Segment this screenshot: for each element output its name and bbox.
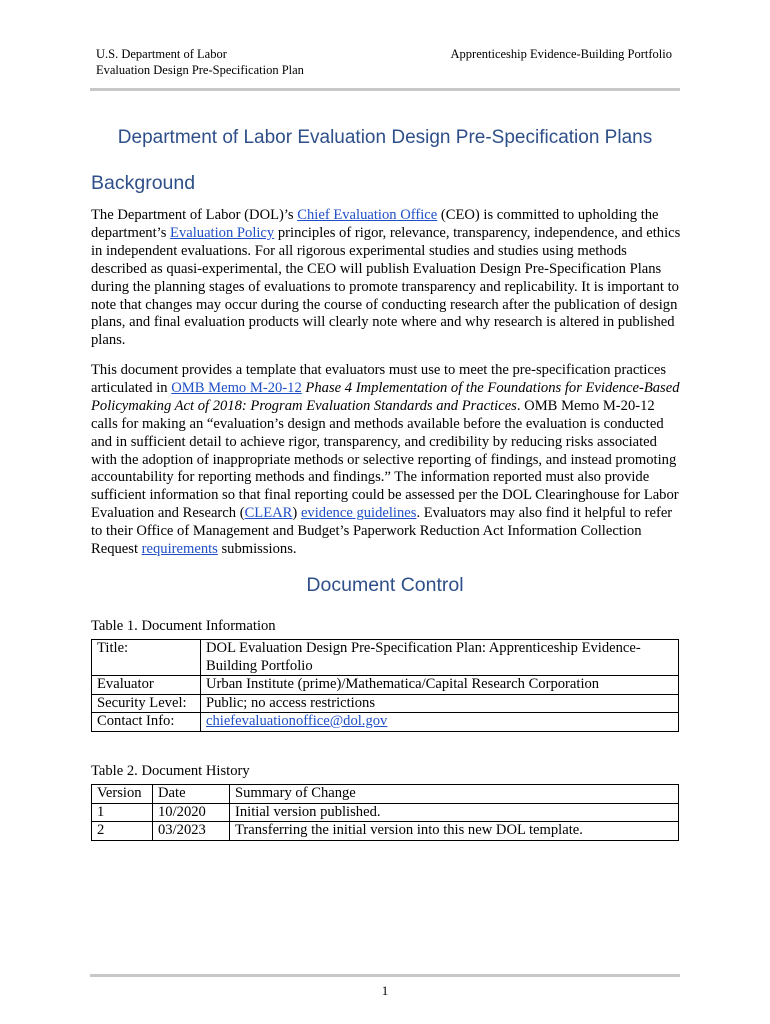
- table-cell-value: [201, 713, 679, 732]
- table-cell-key: Contact Info:: [92, 713, 201, 732]
- text-run: (CEO) is committed to upholding the department’s: [91, 207, 659, 241]
- header-portfolio: Apprenticeship Evidence-Building Portfolio: [450, 47, 672, 61]
- column-header-summary: Summary of Change: [230, 785, 679, 804]
- evidence-guidelines-link[interactable]: evidence guidelines: [300, 505, 417, 522]
- clear-link[interactable]: CLEAR: [244, 505, 293, 522]
- table-1-caption: Table 1. Document Information: [91, 618, 276, 634]
- text-run: . OMB Memo M-20-12 calls for making an “evaluation’s design and methods available before the evaluation is conducted and in sufficient detail to achieve rigor, transparency, and credibility by reducing risks associated with the adoption of inappropriate methods or selective reporting of findings, and instead promoting accountability for reporting methods and findings.” The information reported must also provide sufficient information so that final reporting could be assessed per the DOL Clearinghouse for Labor Evaluation and Research (: [91, 397, 679, 522]
- background-paragraph-2: [91, 362, 681, 559]
- table-cell: Initial version published.: [230, 803, 679, 822]
- table-cell: 1: [92, 803, 153, 822]
- table-header-row: [92, 785, 679, 804]
- document-information-table: [91, 639, 679, 732]
- text-run: . Evaluators may also find it helpful to refer to their Office of Management and Budget’s Paperwork Reduction Act Information Collection Request: [91, 505, 673, 558]
- header-agency: U.S. Department of Labor: [96, 47, 227, 61]
- text-run: This document provides a template that evaluators must use to meet the pre-specification practices articulated in: [91, 362, 667, 396]
- table-cell-key: Security Level:: [92, 694, 201, 713]
- header-doc-type: Evaluation Design Pre-Specification Plan: [96, 63, 304, 77]
- table-row: [92, 822, 679, 841]
- table-row: [92, 694, 679, 713]
- requirements-link[interactable]: requirements: [141, 541, 218, 558]
- memo-title-italic: Phase 4 Implementation of the Foundations for Evidence-Based Policymaking Act of 2018: Program Evaluation Standards and Practices: [91, 379, 680, 414]
- table-cell-value: Urban Institute (prime)/Mathematica/Capital Research Corporation: [201, 676, 679, 695]
- table-cell: 03/2023: [153, 822, 230, 841]
- column-header-version: Version: [92, 785, 153, 804]
- table-row: [92, 713, 679, 732]
- background-paragraph-1: [91, 207, 681, 350]
- table-row: [92, 676, 679, 695]
- table-cell: 2: [92, 822, 153, 841]
- table-cell: 10/2020: [153, 803, 230, 822]
- page-number: 1: [381, 983, 389, 998]
- background-heading: Background: [91, 172, 196, 194]
- table-cell: Transferring the initial version into this new DOL template.: [230, 822, 679, 841]
- text-run: submissions.: [217, 541, 297, 558]
- contact-email-link[interactable]: chiefevaluationoffice@dol.gov: [206, 713, 388, 729]
- text-run: The Department of Labor (DOL)’s: [91, 207, 298, 223]
- omb-memo-link[interactable]: OMB Memo M-20-12: [171, 379, 302, 396]
- table-cell-key: Evaluator: [92, 676, 201, 695]
- table-cell-value: DOL Evaluation Design Pre-Specification Plan: Apprenticeship Evidence-Building Portfolio: [201, 640, 679, 676]
- table-cell-value: Public; no access restrictions: [201, 694, 679, 713]
- document-control-heading: Document Control: [306, 574, 464, 596]
- text-run: ): [292, 505, 301, 522]
- table-row: [92, 803, 679, 822]
- table-row: [92, 640, 679, 676]
- column-header-date: Date: [153, 785, 230, 804]
- chief-evaluation-office-link[interactable]: Chief Evaluation Office: [297, 207, 438, 223]
- document-history-table: [91, 784, 679, 841]
- table-cell-key: Title:: [92, 640, 201, 676]
- page-header-left: [96, 46, 304, 78]
- footer-divider: [90, 974, 680, 977]
- text-run: principles of rigor, relevance, transparency, independence, and ethics in independent evaluations. For all rigorous experimental studies and studies using methods described as quasi-experimental, the CEO will publish Evaluation Design Pre-Specification Plans during the planning stages of evaluations to promote transparency and replicability. It is important to note that changes may occur during the course of conducting research after the publication of design plans, and final evaluation products will clearly note where and why research is altered in published plans.: [91, 224, 681, 349]
- document-title: Department of Labor Evaluation Design Pre-Specification Plans: [117, 127, 653, 148]
- header-divider: [90, 88, 680, 91]
- evaluation-policy-link[interactable]: Evaluation Policy: [170, 224, 275, 241]
- table-2-caption: Table 2. Document History: [91, 763, 250, 779]
